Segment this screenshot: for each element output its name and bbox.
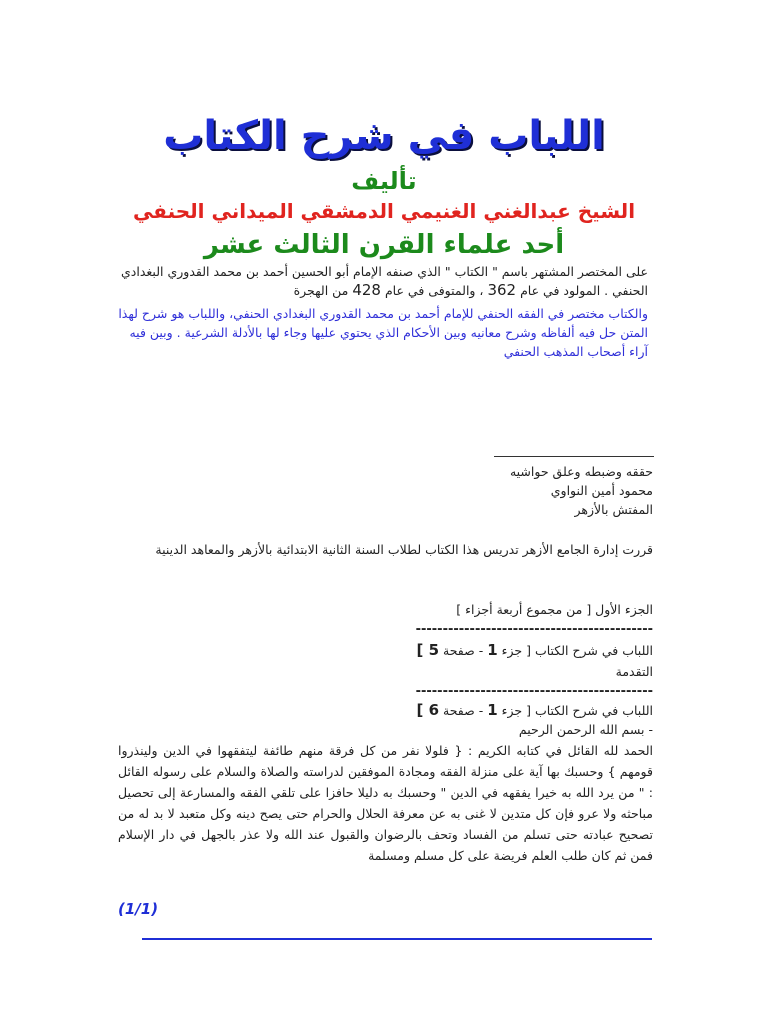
reference-volume: 1	[487, 701, 498, 719]
body-paragraph: الحمد لله القائل في كتابه الكريم : { فلولا نفر من كل فرقة منهم طائفة ليتفقهوا في الدين ولينذروا قومهم } وحسبك بها آية على منزلة الفقه ومجادة الموفقين لدراسته والصلاة والسلام على رسوله القائل : " من يرد الله به خيرا يفقهه في الدين " وحسبك به دليلا حافزا على تلقي الفقه والمسارعة إلى تحصيل مباحثه ولا عرو فإن كل متدين لا غنى به عن معرفة الحلال والحرام حتى يصح دينه وكل متعبد لا بد له من تصحيح عبادته حتى تسلم من الفساد وتحف بالرضوان والقبول عند الله ولا عذر بالجهل في دار الإسلام فمن ثم كان طلب العلم فريضة على كل مسلم ومسلمة	[118, 743, 653, 863]
death-year: 428	[352, 281, 381, 299]
reference-mid: - صفحة	[439, 643, 488, 658]
reference-volume: 1	[487, 641, 498, 659]
birth-year: 362	[487, 281, 517, 299]
part-line: الجزء الأول [ من مجموع أربعة أجزاء ]	[456, 602, 653, 617]
intro-text-3: من الهجرة	[293, 283, 353, 298]
reference-suffix: ]	[416, 641, 429, 659]
reference-page: 6	[428, 701, 440, 719]
section-label: التقدمة	[615, 664, 653, 679]
credits-line: حققه وضبطه وعلق حواشيه	[509, 464, 653, 479]
short-divider	[494, 456, 654, 457]
author-name: الشيخ عبدالغني الغنيمي الدمشقي الميداني الحنفي	[132, 199, 636, 223]
credits-line: محمود أمين النواوي	[550, 483, 653, 498]
reference-line	[118, 700, 653, 721]
intro-paragraph	[118, 262, 648, 300]
intro-text-2: ، والمتوفى في عام	[380, 283, 488, 298]
credits-block	[118, 462, 653, 519]
bottom-divider	[142, 938, 652, 940]
reference-prefix: اللباب في شرح الكتاب [ جزء	[497, 643, 653, 658]
dash-separator: --------------------------------------------	[415, 684, 653, 699]
book-title: اللباب في شرح الكتاب	[163, 113, 605, 159]
page-number: (1/1)	[118, 900, 159, 918]
decision-paragraph: قررت إدارة الجامع الأزهر تدريس هذا الكتاب لطلاب السنة الثانية الابتدائية بالأزهر والمعاهد الدينية	[155, 542, 653, 557]
author-label: تأليف	[351, 167, 417, 195]
reference-suffix: ]	[416, 701, 429, 719]
description-paragraph: والكتاب مختصر في الفقه الحنفي للإمام أحمد بن محمد القدوري البغدادي الحنفي، واللباب هو شرح لهذا المتن حل فيه ألفاظه وشرح معانيه وبين الأحكام الذي يحتوي عليها وجاء لها بالأدلة الشرعية . وبين فيه آراء أصحاب المذهب الحنفي	[118, 306, 648, 359]
intro-text-1: على المختصر المشتهر باسم " الكتاب " الذي صنفه الإمام أبو الحسين أحمد بن محمد القدوري البغدادي الحنفي . المولود في عام	[121, 264, 648, 298]
credits-line: المفتش بالأزهر	[574, 502, 653, 517]
reference-prefix: اللباب في شرح الكتاب [ جزء	[497, 703, 653, 718]
reference-line	[118, 640, 653, 661]
dash-separator: --------------------------------------------	[415, 622, 653, 637]
author-era: أحد علماء القرن الثالث عشر	[203, 230, 565, 260]
basmala-line: - بسم الله الرحمن الرحيم	[518, 722, 653, 737]
reference-page: 5	[428, 641, 440, 659]
reference-mid: - صفحة	[439, 703, 488, 718]
